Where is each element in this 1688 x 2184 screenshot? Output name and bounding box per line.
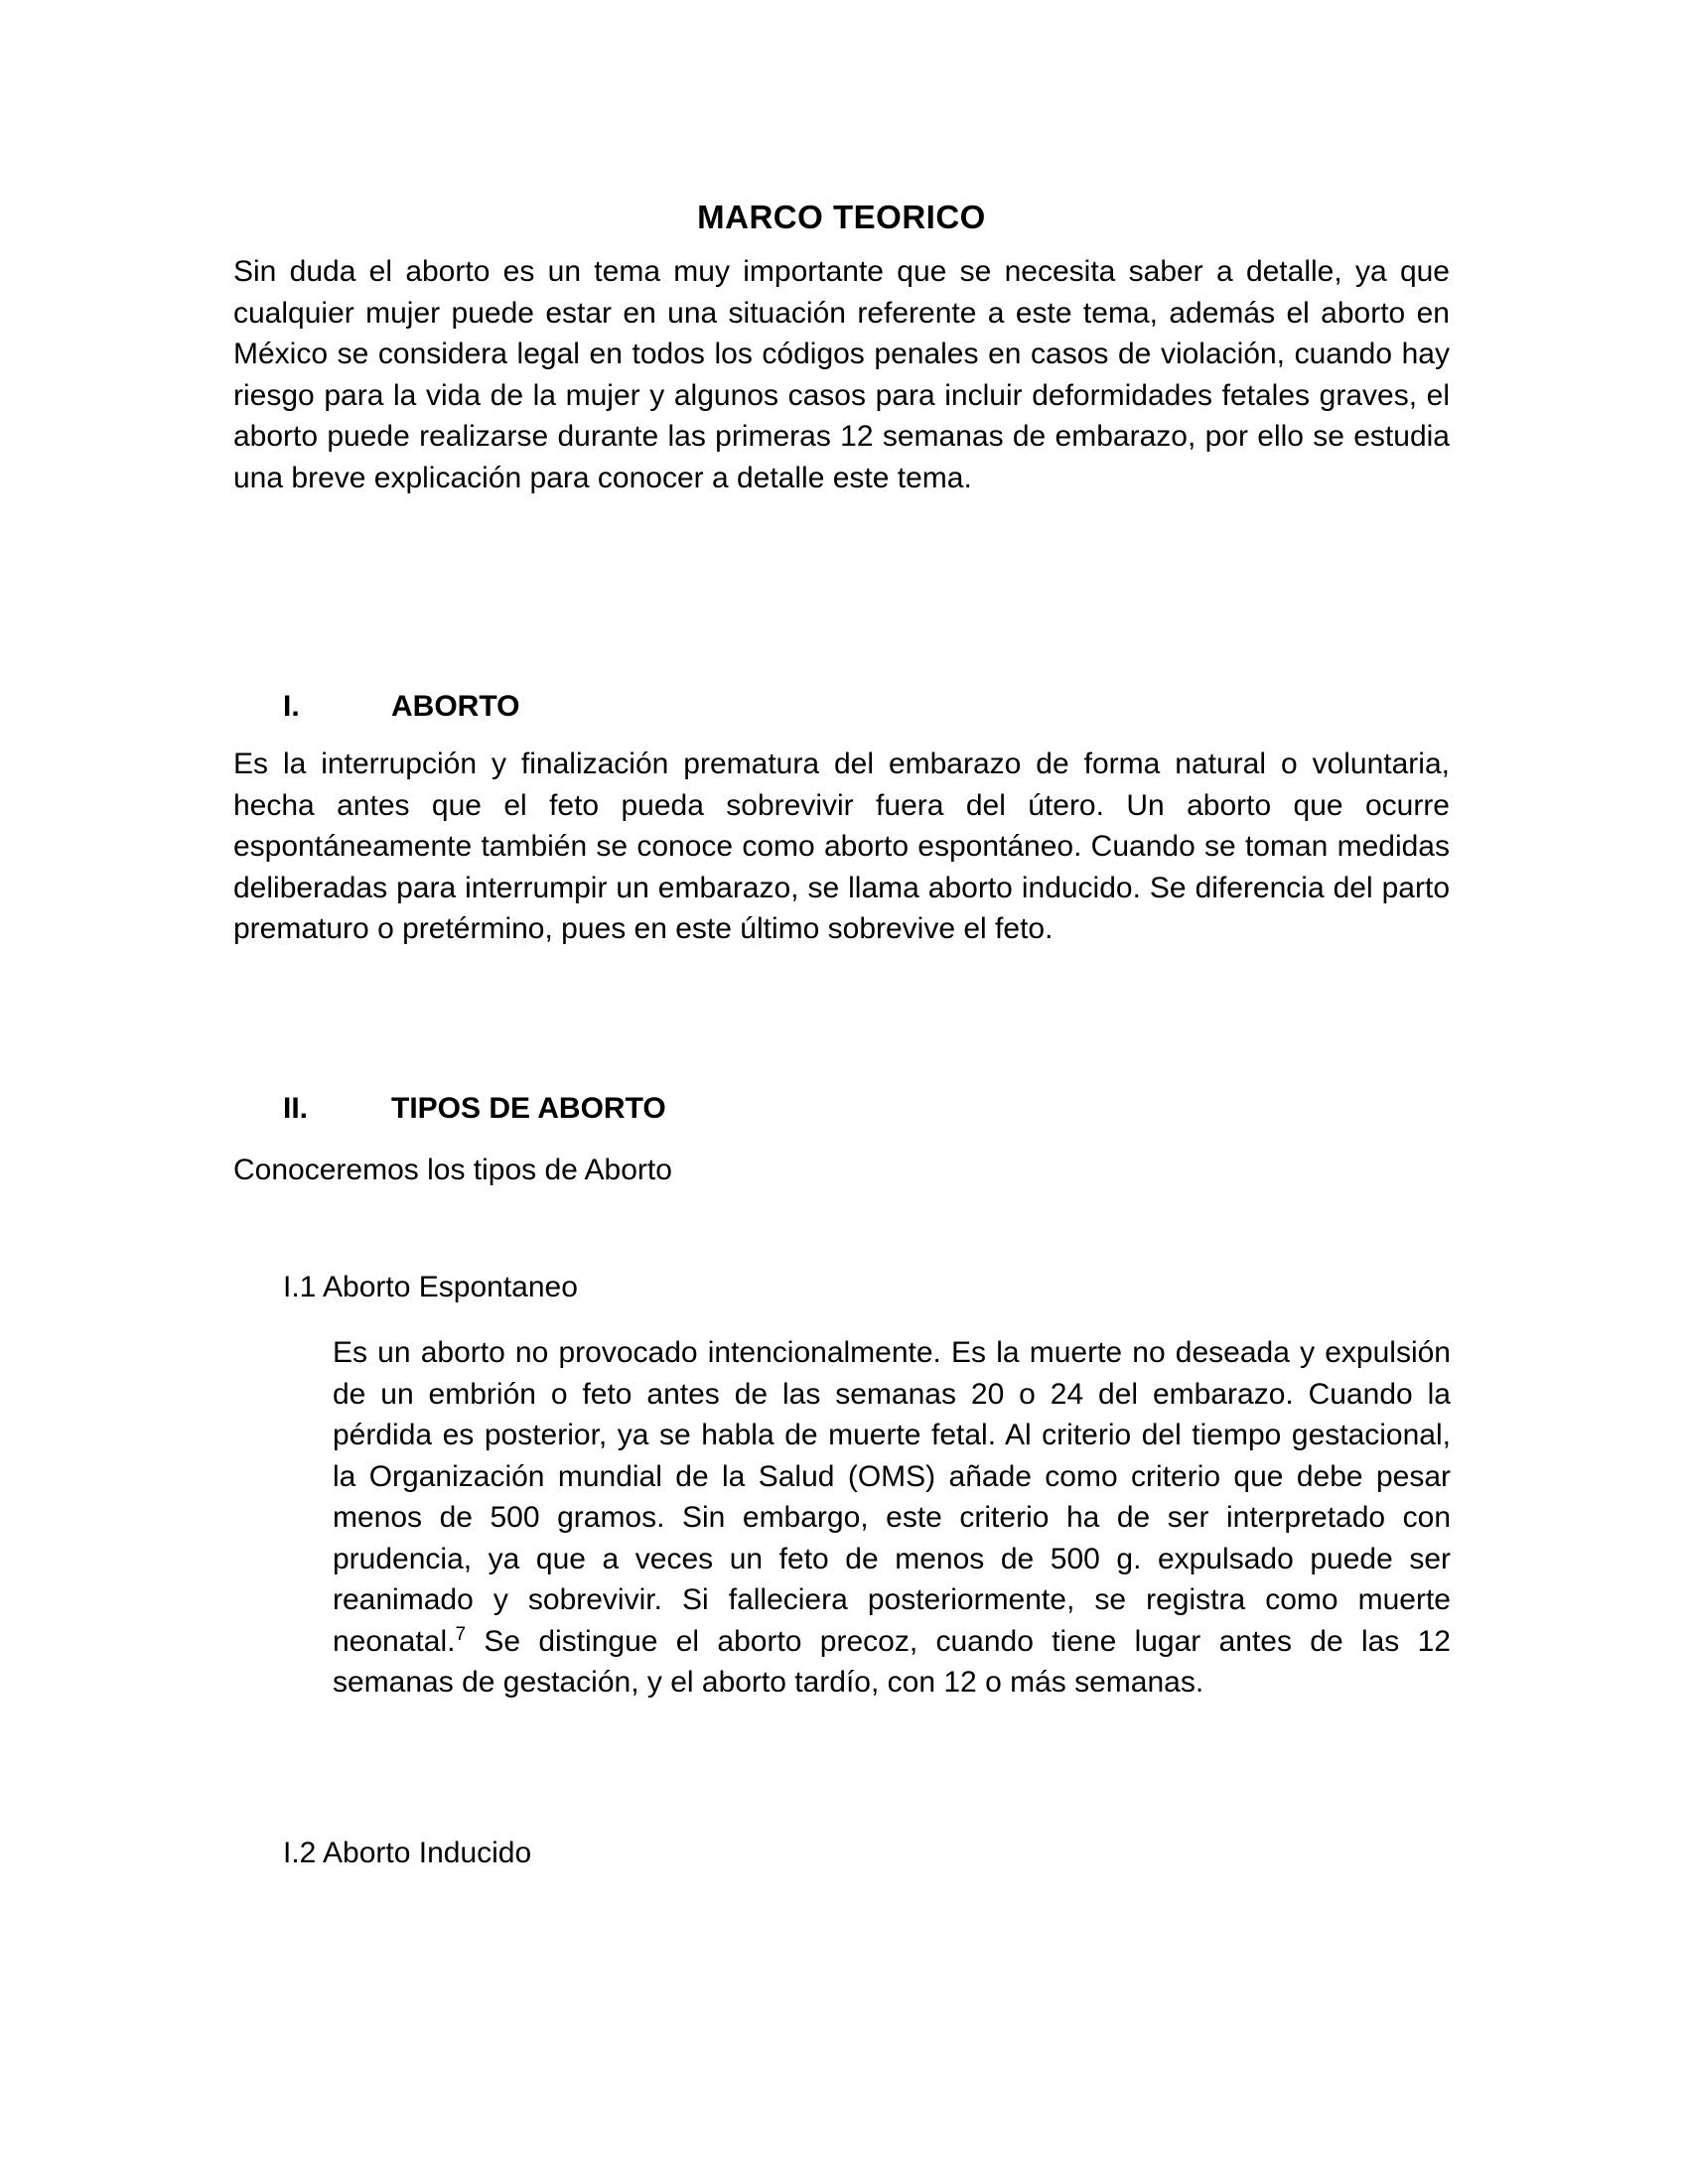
section-1-number: I. bbox=[283, 690, 300, 723]
section-2-number: II. bbox=[283, 1092, 309, 1125]
section-1-label: ABORTO bbox=[391, 690, 520, 723]
subsection-1-1-text-before-footnote: Es un aborto no provocado intencionalmente. Es la muerte no deseada y expulsión de un embrión o feto antes de las semanas 20 o 24 del embarazo. Cuando la pérdida es posterior, ya se habla de muerte fetal. Al criterio del tiempo gestacional, la Organización mundial de la Salud (OMS) añade como criterio que debe pesar menos de 500 gramos. Sin embargo, este criterio ha de ser interpretado con prudencia, ya que a veces un feto de menos de 500 g. expulsado puede ser reanimado y sobrevivir. Si falleciera posteriormente, se registra como muerte neonatal. bbox=[333, 1336, 1451, 1658]
footnote-marker: 7 bbox=[455, 1623, 467, 1645]
subsection-1-1-heading: I.1 Aborto Espontaneo bbox=[283, 1271, 578, 1303]
section-2-intro-line: Conoceremos los tipos de Aborto bbox=[233, 1154, 672, 1186]
subsection-1-2-heading: I.2 Aborto Inducido bbox=[283, 1837, 532, 1869]
section-1-heading bbox=[283, 686, 519, 727]
section-1-paragraph: Es la interrupción y finalización prematura del embarazo de forma natural o voluntaria, hecha antes que el feto pueda sobrevivir fuera del útero. Un aborto que ocurre espontáneamente también se conoce como aborto espontáneo. Cuando se toman medidas deliberadas para interrumpir un embarazo, se llama aborto inducido. Se diferencia del parto prematuro o pretérmino, pues en este último sobrevive el feto. bbox=[233, 748, 1450, 945]
subsection-1-1-text-after-footnote: Se distingue el aborto precoz, cuando tiene lugar antes de las 12 semanas de gestación, y el aborto tardío, con 12 o más semanas. bbox=[333, 1624, 1451, 1699]
intro-paragraph: Sin duda el aborto es un tema muy importante que se necesita saber a detalle, ya que cualquier mujer puede estar en una situación referente a este tema, además el aborto en México se considera legal en todos los códigos penales en casos de violación, cuando hay riesgo para la vida de la mujer y algunos casos para incluir deformidades fetales graves, el aborto puede realizarse durante las primeras 12 semanas de embarazo, por ello se estudia una breve explicación para conocer a detalle este tema. bbox=[233, 255, 1450, 494]
subsection-1-1-paragraph bbox=[333, 1332, 1451, 1704]
document-title: MARCO TEORICO bbox=[697, 199, 986, 235]
section-2-heading bbox=[283, 1088, 666, 1129]
section-2-label: TIPOS DE ABORTO bbox=[391, 1092, 666, 1125]
